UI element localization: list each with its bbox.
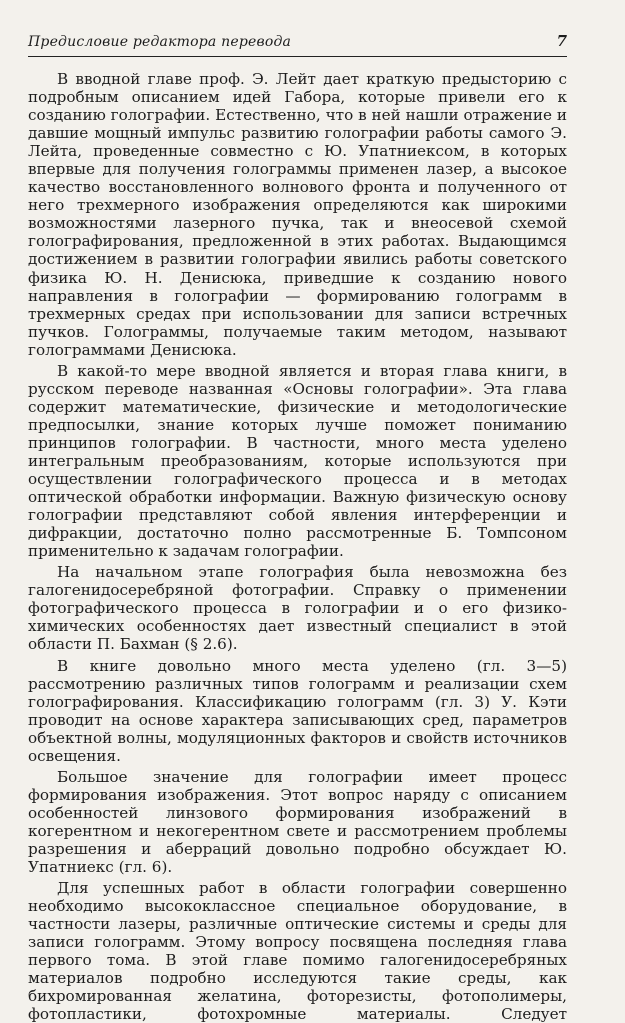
- paragraph: В какой-то мере вводной является и вторая глава книги, в русском переводе названная «Основы голографии». Эта глава содержит математические, физические и методологические предпосылки, знание которых лучше поможет пониманию принципов голографии. В частности, много места уделено интегральным преобразованиям, которые используются при осуществлении голографического процесса и в методах оптической обработки информации. Важную физическую основу голографии представляют собой явления интерференции и дифракции, достаточно полно рассмотренные Б. Томпсоном применительно к задачам голографии.: [28, 361, 567, 561]
- paragraph: Для успешных работ в области голографии совершенно необходимо высококлассное специальное оборудование, в частности лазеры, различные оптические системы и среды для записи голограмм. Этому вопросу посвящена последняя глава первого тома. В этой главе помимо галогенидосеребряных материалов подробно исследуются такие среды, как бихромированная желатина, фоторезисты, фотополимеры, фотопластики, фотохромные материалы. Следует: [28, 879, 567, 1023]
- paragraph: Большое значение для голографии имеет процесс формирования изображения. Этот вопрос наряду с описанием особенностей линзового формирования изображений в когерентном и некогерентном свете и рассмотрением проблемы разрешения и аберраций довольно подробно обсуждает Ю. Упатниекс (гл. 6).: [28, 767, 567, 877]
- running-header: [28, 0, 567, 56]
- page-number: 7: [556, 32, 567, 50]
- paragraph: В вводной главе проф. Э. Лейт дает краткую предысторию с подробным описанием идей Габора, которые привели его к созданию голографии. Естественно, что в ней нашли отражение и давшие мощный импульс развитию голографии работы самого Э. Лейта, проведенные совместно с Ю. Упатниексом, в которых впервые для получения голограммы применен лазер, а высокое качество восстановленного волнового фронта и полученного от него трехмерного изображения определяются как широкими возможностями лазерного пучка, так и внеосевой схемой голографирования, предложенной в этих работах. Выдающимся достижением в развитии голографии явились работы советского физика Ю. Н. Денисюка, приведшие к созданию нового направления в голографии — формированию голограмм в трехмерных средах при использовании для записи встречных пучков. Голограммы, получаемые таким методом, называют голограммами Денисюка.: [28, 70, 567, 359]
- body-text: [28, 70, 567, 1023]
- header-rule: [28, 56, 567, 57]
- paragraph: В книге довольно много места уделено (гл. 3—5) рассмотрению различных типов голограмм и реализации схем голографирования. Классификацию голограмм (гл. 3) У. Кэти проводит на основе характера записывающих сред, параметров объектной волны, модуляционных факторов и свойств источников освещения.: [28, 656, 567, 765]
- running-header-title: Предисловие редактора перевода: [28, 34, 292, 50]
- paragraph: На начальном этапе голография была невозможна без галогенидосеребряной фотографии. Справку о применении фотографического процесса в голографии и о его физико-химических особенностях дает известный специалист в этой области П. Бахман (§ 2.6).: [28, 563, 567, 654]
